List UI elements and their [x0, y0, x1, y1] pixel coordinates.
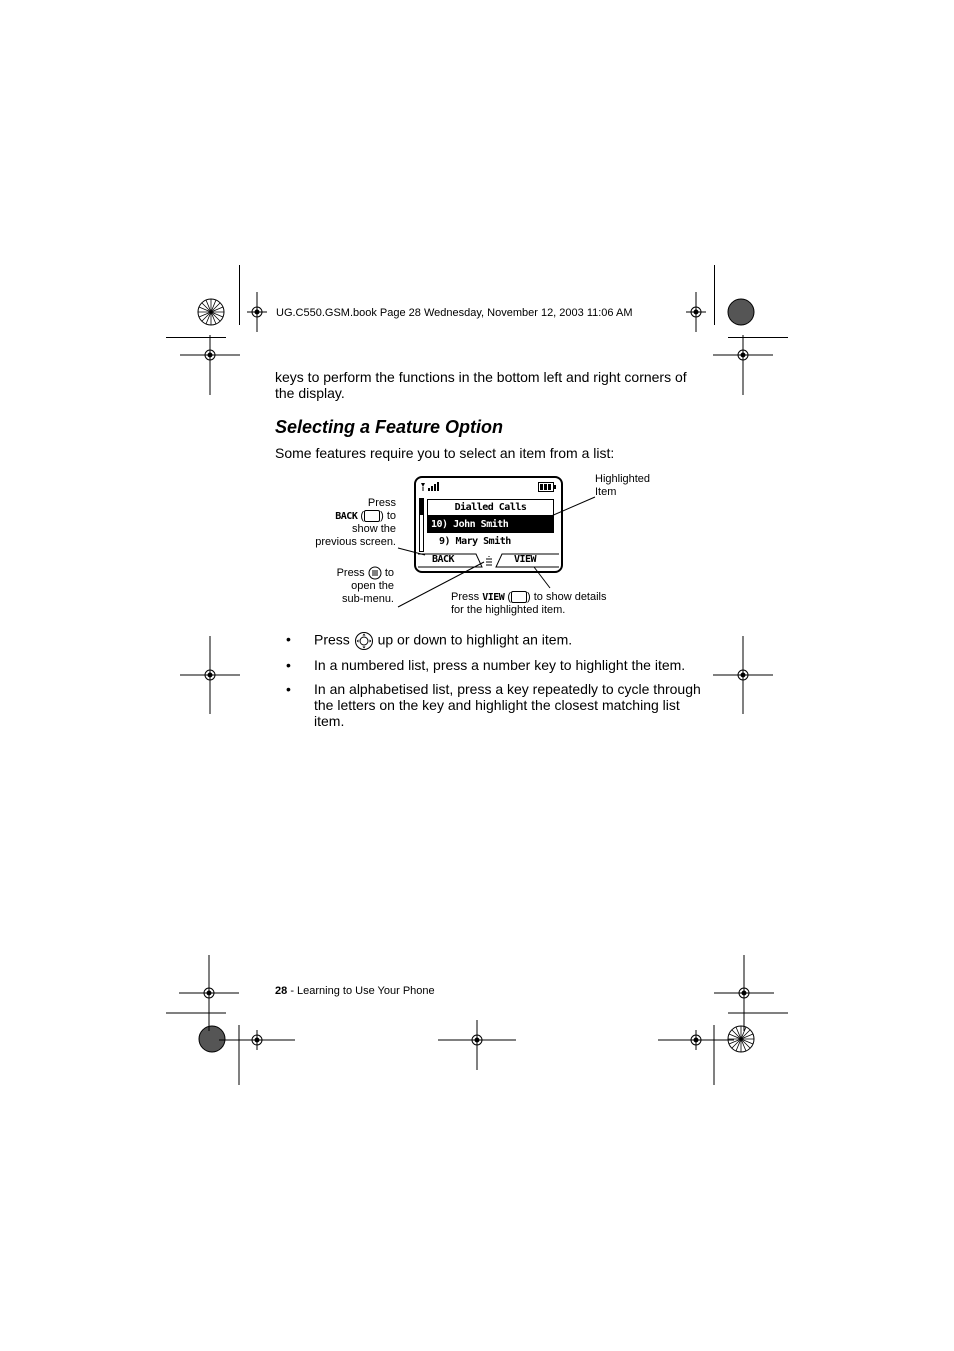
- bullet-text: [314, 681, 701, 729]
- callout-back-line: Press: [367, 497, 396, 509]
- bullet-press: Press: [314, 631, 350, 648]
- menu-key-icon: [368, 566, 382, 580]
- callout-view-line: for the highlighted item.: [451, 604, 566, 616]
- callout-highlight-line: Item: [595, 486, 617, 498]
- bullet-after-icon: up or down to highlight an item.: [377, 631, 573, 648]
- callout-back: [300, 497, 396, 549]
- list-item[interactable]: 9) Mary Smith: [439, 536, 511, 547]
- section-lead: Some features require you to select an item from a list:: [275, 445, 615, 461]
- callout-menu-to: to: [384, 566, 394, 579]
- callout-back-line: previous screen.: [315, 536, 396, 548]
- callout-back-after-key: ) to: [380, 510, 396, 522]
- callout-view-line: [451, 591, 607, 604]
- list-item: [286, 681, 701, 731]
- bullet-line: In an alphabetised list, press a key repeatedly to cycle through: [314, 681, 701, 697]
- softkey-right-label[interactable]: VIEW: [514, 554, 537, 565]
- bullet-line: item.: [314, 713, 345, 729]
- list-item: [286, 631, 686, 649]
- callout-view-after-key: ) to show details: [527, 591, 607, 603]
- callout-menu-press: Press: [336, 566, 365, 579]
- right-softkey-icon: [511, 591, 527, 603]
- callout-back-line: [300, 510, 396, 523]
- paren-open: (: [360, 510, 365, 522]
- bullet-text: [314, 631, 572, 651]
- callout-view-press: Press: [451, 591, 480, 603]
- view-key-label: VIEW: [482, 592, 505, 603]
- bullet-line: the letters on the key and highlight the closest matching list: [314, 697, 680, 713]
- callout-menu-line: sub-menu.: [342, 593, 394, 605]
- page-number: 28: [275, 985, 288, 997]
- list-item-highlighted[interactable]: 10) John Smith: [427, 516, 554, 533]
- back-key-label: BACK: [335, 511, 358, 522]
- bullet-icon: •: [286, 681, 291, 697]
- callout-view: [451, 591, 607, 617]
- callout-highlighted-item: [595, 473, 650, 499]
- bullet-icon: •: [286, 631, 291, 647]
- list-title: Dialled Calls: [427, 499, 554, 516]
- bullet-text: In a numbered list, press a number key to highlight the item.: [314, 657, 686, 673]
- book-info-header: UG.C550.GSM.book Page 28 Wednesday, November 12, 2003 11:06 AM: [276, 307, 633, 319]
- callout-menu-line: open the: [351, 580, 394, 592]
- callout-back-line: show the: [351, 523, 396, 535]
- bullet-icon: •: [286, 657, 291, 673]
- paren-open: (: [507, 591, 512, 603]
- page-footer: [275, 985, 435, 997]
- section-heading: Selecting a Feature Option: [275, 417, 504, 437]
- navigation-key-icon: [354, 631, 374, 651]
- callout-menu-line: [318, 566, 394, 580]
- callout-highlight-line: Highlighted: [595, 473, 651, 485]
- footer-section-name: - Learning to Use Your Phone: [290, 985, 435, 997]
- intro-line: the display.: [275, 385, 345, 401]
- intro-line: keys to perform the functions in the bottom left and right corners of: [275, 369, 687, 385]
- softkey-left-label[interactable]: BACK: [432, 554, 455, 565]
- left-softkey-icon: [364, 510, 380, 522]
- callout-menu: [318, 566, 394, 606]
